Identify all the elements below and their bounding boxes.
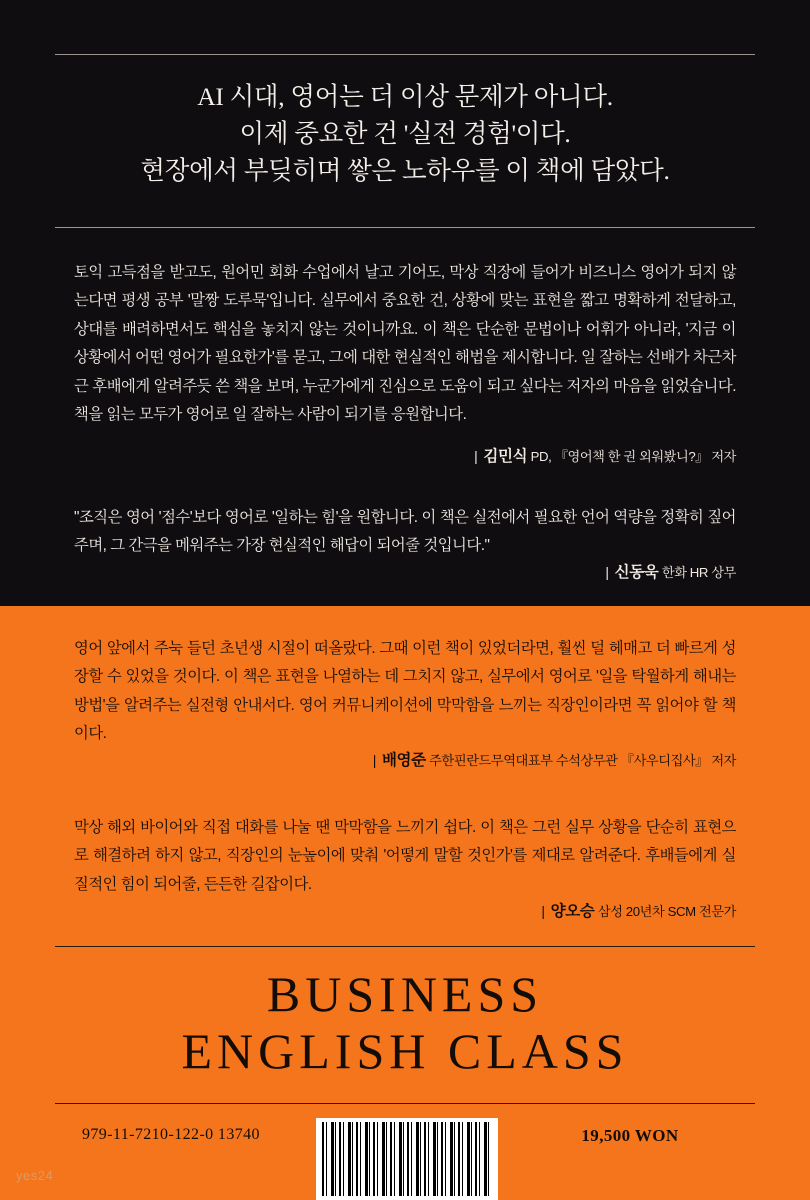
- attribution-bar-2: |: [605, 564, 609, 580]
- endorsement-author-4: 양오승: [550, 903, 595, 920]
- barcode-bars: [322, 1122, 492, 1196]
- divider-top: [55, 54, 755, 55]
- endorsement-role-1: PD, 『영어책 한 권 외워봤니?』 저자: [530, 449, 736, 464]
- attribution-bar-1: |: [474, 448, 478, 464]
- endorsement-role-3: 주한핀란드무역대표부 수석상무관 『사우디집사』 저자: [429, 753, 736, 768]
- endorsement-author-1: 김민식: [483, 448, 528, 465]
- divider-title-bottom: [55, 1103, 755, 1104]
- endorsement-text-4: 막상 해외 바이어와 직접 대화를 나눌 땐 막막함을 느끼기 쉽다. 이 책은 그런 실무 상황을 단순히 표현으로 해결하려 하지 않고, 직장인의 눈높이에 맞춰 '어떻게 말할 것인가'를 제대로 알려준다. 후배들에게 실질적인 힘이 되어줄, 든든한 길잡이다.: [74, 819, 736, 893]
- endorsement-text-1: 토익 고득점을 받고도, 원어민 회화 수업에서 날고 기어도, 막상 직장에 들어가 비즈니스 영어가 되지 않는다면 평생 공부 '말짱 도루묵'입니다. 실무에서 중요한 건, 상황에 맞는 표현을 짧고 명확하게 전달하고, 상대를 배려하면서도 핵심을 놓치지 않는 것이니까요. 이 책은 단순한 문법이나 어휘가 아니라, '지금 이 상황에서 어떤 영어가 필요한가'를 묻고, 그에 대한 현실적인 해법을 제시합니다. 일 잘하는 선배가 차근차근 후배에게 알려주듯 쓴 책을 보며, 누군가에게 진심으로 도움이 되고 싶다는 저자의 마음을 읽었습니다. 책을 읽는 모두가 영어로 일 잘하는 사람이 되기를 응원합니다.: [74, 264, 736, 424]
- headline-line-2: 이제 중요한 건 '실전 경험'이다.: [239, 119, 571, 148]
- endorsement-role-2: 한화 HR 상무: [661, 565, 736, 580]
- price-text: 19,500 WON: [581, 1126, 679, 1145]
- book-title-line-2: ENGLISH CLASS: [181, 1023, 629, 1079]
- attribution-bar-4: |: [541, 903, 545, 919]
- endorsement-attribution-4: [36, 899, 736, 921]
- cover-headline: [55, 78, 755, 189]
- endorsement-role-4: 삼성 20년차 SCM 전문가: [597, 904, 736, 919]
- endorsement-text-3: 영어 앞에서 주눅 들던 초년생 시절이 떠올랐다. 그때 이런 책이 있었더라면, 훨씬 덜 헤매고 더 빠르게 성장할 수 있었을 것이다. 이 책은 표현을 나열하는 데 그치지 않고, 실무에서 영어로 '일을 탁월하게 해내는 방법'을 알려주는 실전형 안내서다. 영어 커뮤니케이션에 막막함을 느끼는 직장인이라면 꼭 읽어야 할 책이다.: [74, 640, 736, 743]
- endorsement-text-2: "조직은 영어 '점수'보다 영어로 '일하는 힘'을 원합니다. 이 책은 실전에서 필요한 언어 역량을 정확히 짚어주며, 그 간극을 메워주는 가장 현실적인 해답이 되어줄 것입니다.": [74, 509, 736, 555]
- endorsement-attribution-3: [36, 748, 736, 770]
- divider-title-top: [55, 946, 755, 947]
- barcode: [316, 1118, 498, 1200]
- endorsement-author-3: 배영준: [381, 752, 426, 769]
- endorsement-attribution-1: [36, 444, 736, 466]
- headline-line-3: 현장에서 부딪히며 쌓은 노하우를 이 책에 담았다.: [140, 156, 670, 185]
- isbn-text: 979-11-7210-122-0 13740: [82, 1126, 260, 1143]
- headline-line-1: AI 시대, 영어는 더 이상 문제가 아니다.: [197, 82, 613, 111]
- attribution-bar-3: |: [372, 752, 376, 768]
- divider-headline-bottom: [55, 227, 755, 228]
- watermark-label: yes24: [16, 1168, 54, 1183]
- endorsement-author-2: 신동욱: [614, 564, 659, 581]
- endorsement-attribution-2: [36, 560, 736, 582]
- book-title-line-1: BUSINESS: [266, 966, 544, 1022]
- book-title: [55, 966, 755, 1080]
